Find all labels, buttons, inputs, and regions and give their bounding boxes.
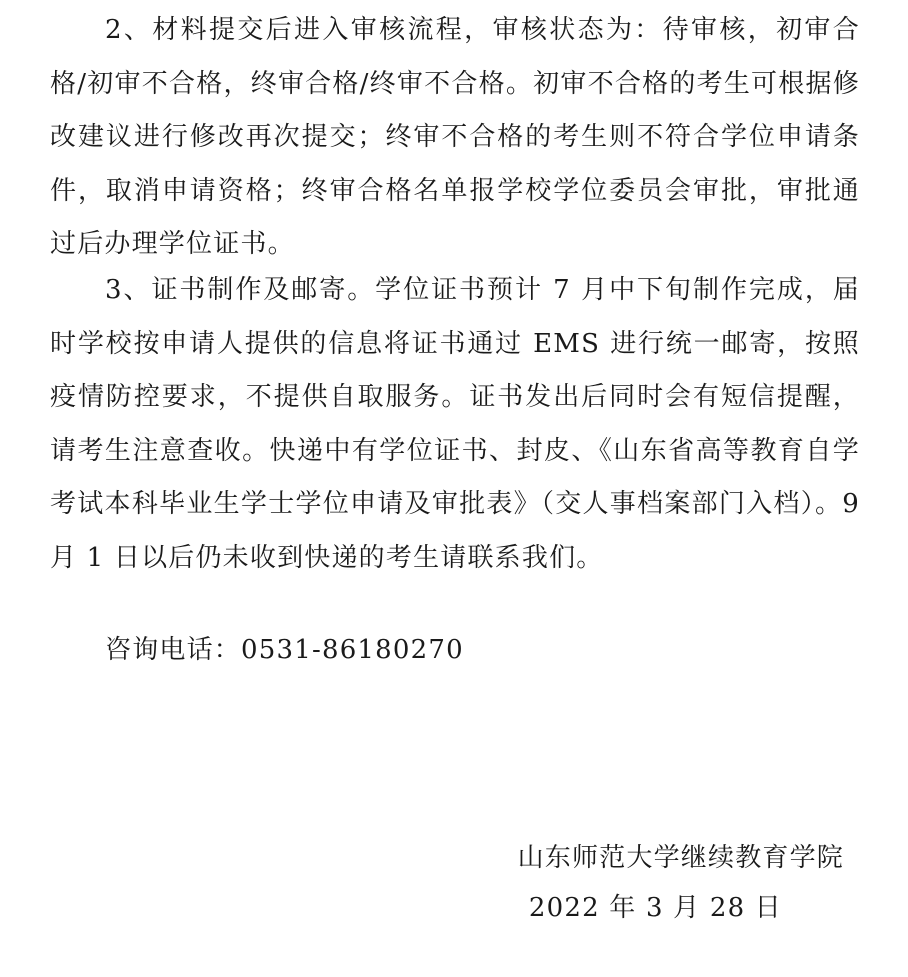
paragraph-certificate-mailing: 3、证书制作及邮寄。学位证书预计 7 月中下旬制作完成，届时学校按申请人提供的信息将证书通过 EMS 进行统一邮寄，按照疫情防控要求，不提供自取服务。证书发出后同时会有短信提醒，请考生注意查收。快递中有学位证书、封皮、《山东省高等教育自学考试本科毕业生学士学位申请及审批表》（交人事档案部门入档）。9 月 1 日以后仍未收到快递的考生请联系我们。 [50, 275, 860, 573]
paragraph-review-process: 2、材料提交后进入审核流程，审核状态为：待审核，初审合格/初审不合格，终审合格/终审不合格。初审不合格的考生可根据修改建议进行修改再次提交；终审不合格的考生则不符合学位申请条件，取消申请资格；终审合格名单报学校学位委员会审批，审批通过后办理学位证书。 [50, 15, 860, 259]
issuer-signature: 山东师范大学继续教育学院 [517, 843, 844, 873]
contact-phone: 咨询电话：0531-86180270 [105, 635, 464, 665]
issue-date: 2022 年 3 月 28 日 [528, 893, 782, 923]
